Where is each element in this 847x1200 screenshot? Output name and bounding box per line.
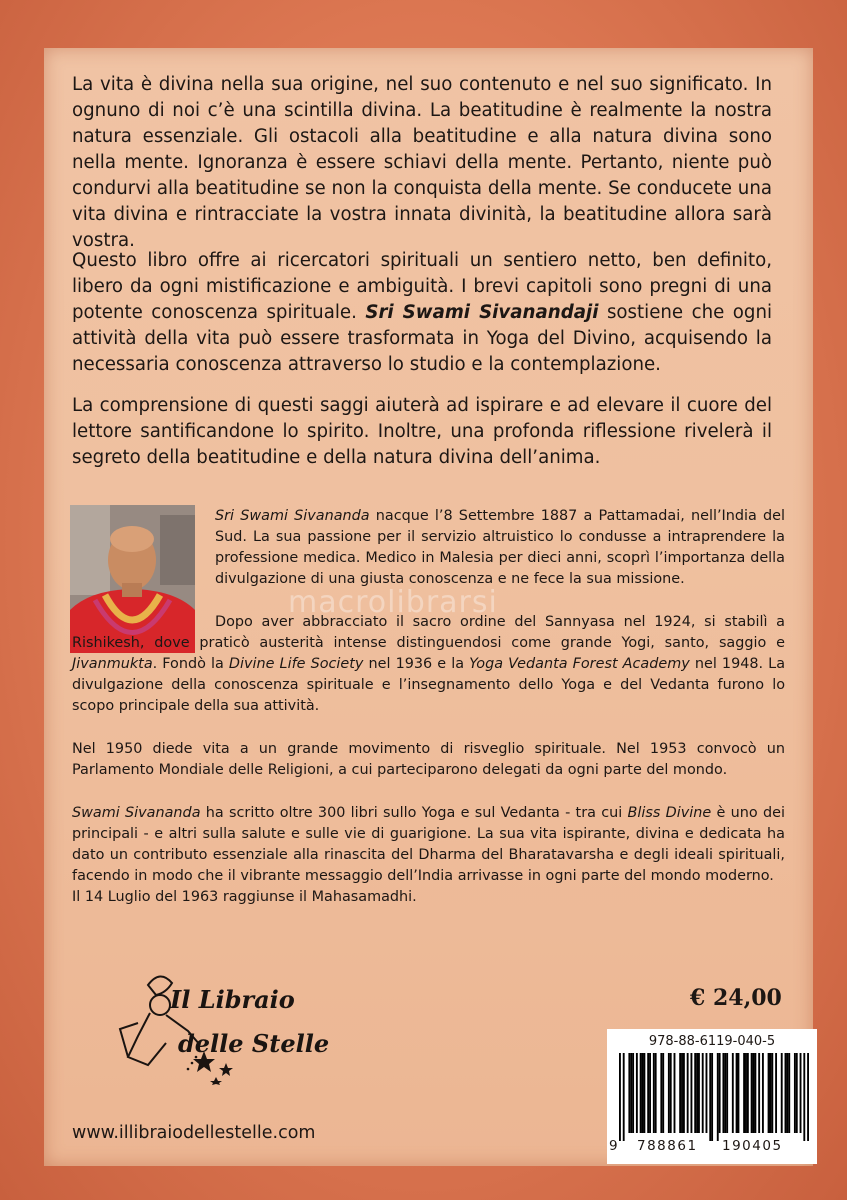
blurb-paragraph-2 xyxy=(72,248,772,378)
bio-paragraph-4 xyxy=(72,803,785,908)
barcode-bar xyxy=(803,1053,805,1141)
barcode-bar xyxy=(698,1053,700,1133)
barcode-bar xyxy=(771,1053,773,1133)
barcode-bar xyxy=(807,1053,809,1141)
bio-paragraph-1 xyxy=(215,506,785,590)
barcode-bar xyxy=(690,1053,692,1133)
bio-p4-name: Swami Sivananda xyxy=(72,805,201,821)
barcode-bar xyxy=(683,1053,685,1133)
bio-book-title: Bliss Divine xyxy=(627,805,712,821)
barcode-bar xyxy=(709,1053,711,1141)
publisher-logo-icon xyxy=(108,965,258,1085)
barcode-digit-lead: 9 xyxy=(609,1138,620,1154)
barcode-bar xyxy=(630,1053,632,1133)
barcode-bar xyxy=(668,1053,670,1133)
barcode-box xyxy=(607,1029,817,1164)
barcode-bar xyxy=(660,1053,662,1133)
watermark: macrolibrarsi xyxy=(288,585,498,620)
barcode-bar xyxy=(726,1053,728,1133)
barcode-bar xyxy=(647,1053,649,1133)
price: € 24,00 xyxy=(690,985,782,1011)
barcode-bar xyxy=(687,1053,689,1133)
barcode-bar xyxy=(696,1053,698,1133)
barcode-bar xyxy=(632,1053,634,1133)
barcode-bar xyxy=(655,1053,657,1133)
barcode-bar xyxy=(679,1053,681,1133)
barcode-bar xyxy=(794,1053,796,1133)
barcode-bar xyxy=(724,1053,726,1133)
bio-p2-text-a: Dopo aver abbracciato il sacro ordine del Sannyasa nel 1924, si stabilì a Rishikesh, dove praticò austerità intense distinguendosi come grande Yogi, santo, saggio e xyxy=(72,614,785,651)
barcode-bar xyxy=(743,1053,745,1133)
bio-p2-text-d: nel 1948. La divulgazione della conoscenza spirituale e l’insegnamento dello Yoga e del Vedanta furono lo scopo principale della sua attività. xyxy=(72,656,786,714)
barcode-bar xyxy=(736,1053,738,1133)
barcode-bar xyxy=(649,1053,651,1133)
bio-p2-text-b: . Fondò la xyxy=(152,656,229,672)
barcode-bar xyxy=(738,1053,740,1133)
barcode-bar xyxy=(722,1053,724,1133)
isbn-number: 978-88-6119-040-5 xyxy=(648,1034,776,1049)
barcode xyxy=(619,1053,809,1141)
barcode-bar xyxy=(758,1053,760,1133)
barcode-bar xyxy=(706,1053,708,1133)
bio-paragraph-3: Nel 1950 diede vita a un grande movimento di risveglio spirituale. Nel 1953 convocò un Parlamento Mondiale delle Religioni, a cui parteciparono delegati da ogni parte del mondo. xyxy=(72,741,785,778)
barcode-bar xyxy=(642,1053,644,1133)
barcode-bar xyxy=(674,1053,676,1133)
barcode-bar xyxy=(754,1053,756,1133)
barcode-bar xyxy=(781,1053,783,1133)
blurb-paragraph-3: La comprensione di questi saggi aiuterà ad ispirare e ad elevare il cuore del lettore santificandone lo spirito. Inoltre, una profonda riflessione rivelerà il segreto della beatitudine e della natura divina dell’anima. xyxy=(72,395,772,468)
barcode-bar xyxy=(711,1053,713,1141)
barcode-bar xyxy=(653,1053,655,1133)
bio-p4-text-a: ha scritto oltre 300 libri sullo Yoga e sul Vedanta - tra cui xyxy=(200,805,628,821)
barcode-bar xyxy=(745,1053,747,1133)
publisher-name-line-1: Il Libraio xyxy=(170,985,295,1014)
barcode-bar xyxy=(619,1053,621,1141)
barcode-bar xyxy=(662,1053,664,1133)
barcode-digits-left: 788861 xyxy=(637,1138,698,1154)
bio-p1-text: nacque l’8 Settembre 1887 a Pattamadai, nell’India del Sud. La sua passione per il servizio altruistico lo condusse a intraprendere la professione medica. Medico in Malesia per dieci anni, scoprì l’importanza della divulgazione di una giusta conoscenza e ne fece la sua missione. xyxy=(215,508,785,587)
barcode-bar xyxy=(786,1053,788,1133)
barcode-bar xyxy=(768,1053,770,1133)
barcode-bar xyxy=(628,1053,630,1133)
barcode-bar xyxy=(788,1053,790,1133)
bio-paragraph-5: Il 14 Luglio del 1963 raggiunse il Mahasamadhi. xyxy=(72,889,417,905)
bio-divine-life-society: Divine Life Society xyxy=(228,656,364,672)
bio-p4-text-b: è uno dei principali - e altri sulla salute e sulle vie di guarigione. La sua vita ispirante, divina e dedicata ha dato un contributo essenziale alla rinascita del Dharma del Bharatavarsha e degli ideali spirituali, facendo in modo che il vibrante messaggio dell’India arrivasse in ogni parte del mondo moderno. xyxy=(72,805,785,884)
barcode-bar xyxy=(636,1053,638,1133)
barcode-bar xyxy=(702,1053,704,1133)
blurb-p2-text-a: Questo libro offre ai ricercatori spirituali un sentiero netto, ben definito, libero da ogni mistificazione e ambiguità. I brevi capitoli sono pregni di una potente conoscenza spirituale. xyxy=(72,250,772,323)
barcode-bar xyxy=(670,1053,672,1133)
publisher-website[interactable]: www.illibraiodellestelle.com xyxy=(72,1123,316,1143)
barcode-bar xyxy=(717,1053,719,1141)
barcode-bar xyxy=(747,1053,749,1133)
blurb-p2-text-b: sostiene che ogni attività della vita può essere trasformata in Yoga del Divino, acquisendo la necessaria conoscenza attraverso lo studio e la contemplazione. xyxy=(72,302,773,375)
bio-jivanmukta: Jivanmukta xyxy=(72,656,153,672)
barcode-bar xyxy=(800,1053,802,1133)
barcode-bar xyxy=(796,1053,798,1133)
bio-p2-text-c: nel 1936 e la xyxy=(363,656,470,672)
barcode-bar xyxy=(770,1053,772,1133)
bio-author-name: Sri Swami Sivananda xyxy=(215,508,370,524)
bio-yoga-vedanta-academy: Yoga Vedanta Forest Academy xyxy=(469,656,690,672)
barcode-digits-right: 190405 xyxy=(722,1138,783,1154)
bio-paragraph-2 xyxy=(72,612,785,717)
barcode-bar xyxy=(640,1053,642,1133)
barcode-bar xyxy=(762,1053,764,1133)
barcode-bar xyxy=(775,1053,777,1133)
barcode-bar xyxy=(785,1053,787,1133)
barcode-bar xyxy=(623,1053,625,1141)
barcode-bar xyxy=(719,1053,721,1133)
barcode-bar xyxy=(753,1053,755,1133)
blurb-paragraph-1: La vita è divina nella sua origine, nel suo contenuto e nel suo significato. In ognuno di noi c’è una scintilla divina. La beatitudine è realmente la nostra natura essenziale. Gli ostacoli alla beatitudine e alla natura divina sono nella mente. Ignoranza è essere schiavi della mente. Pertanto, niente può condurvi alla beatitudine se non la conquista della mente. Se conducete una vita divina e rintracciate la vostra innata divinità, la beatitudine allora sarà vostra. xyxy=(72,74,772,251)
barcode-bar xyxy=(732,1053,734,1133)
author-name-bold: Sri Swami Sivanandaji xyxy=(365,302,599,323)
barcode-bar xyxy=(643,1053,645,1133)
barcode-bar xyxy=(694,1053,696,1133)
barcode-bar xyxy=(681,1053,683,1133)
barcode-bar xyxy=(751,1053,753,1133)
publisher-name-line-2: delle Stelle xyxy=(178,1029,330,1058)
